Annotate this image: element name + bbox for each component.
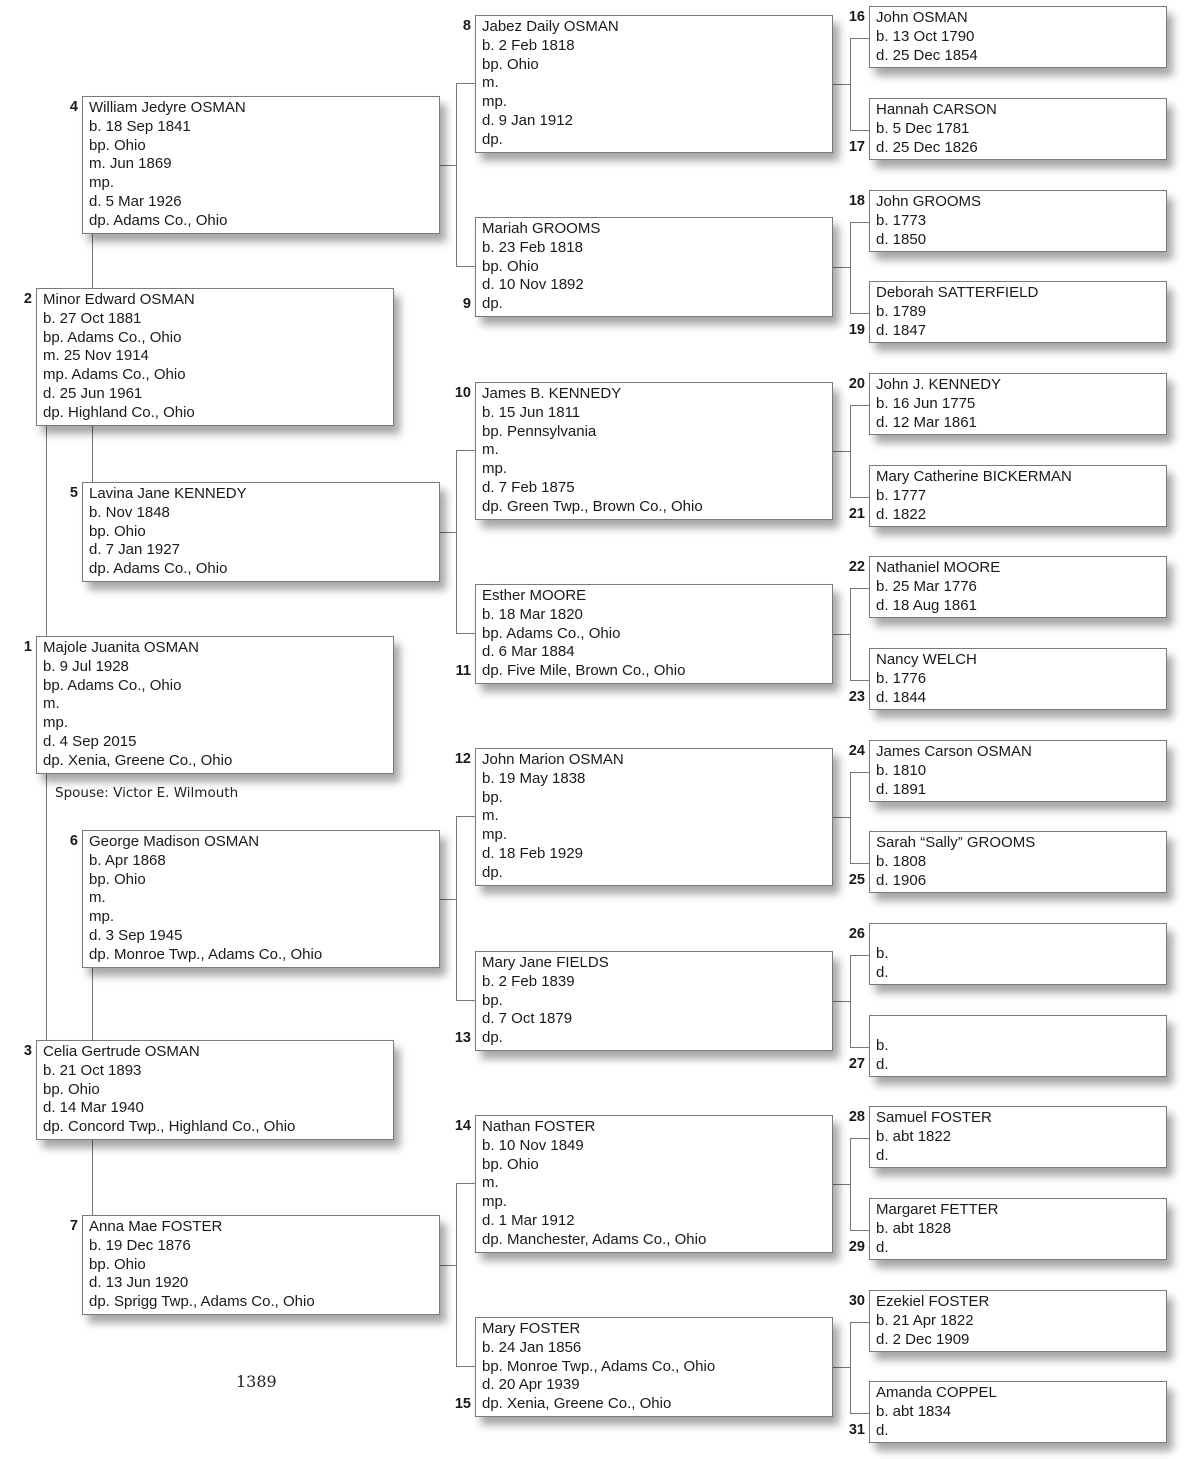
person-box-23[interactable] bbox=[869, 648, 1167, 710]
spouse-note: Spouse: Victor E. Wilmouth bbox=[55, 785, 239, 801]
person-box-22[interactable] bbox=[869, 556, 1167, 618]
person-detail: dp. Sprigg Twp., Adams Co., Ohio bbox=[89, 1293, 315, 1311]
connector-line bbox=[850, 130, 869, 131]
person-box-2[interactable] bbox=[36, 288, 394, 426]
connector-line bbox=[850, 680, 869, 681]
person-detail: b. Nov 1848 bbox=[89, 503, 170, 521]
person-detail: d. 18 Aug 1861 bbox=[876, 596, 977, 614]
person-box-24[interactable] bbox=[869, 740, 1167, 802]
person-detail: b. 25 Mar 1776 bbox=[876, 577, 977, 595]
ahnentafel-number: 22 bbox=[848, 559, 865, 575]
person-name: John OSMAN bbox=[876, 9, 968, 26]
page-number: 1389 bbox=[236, 1372, 277, 1391]
person-detail: bp. Ohio bbox=[89, 870, 146, 888]
person-name: Jabez Daily OSMAN bbox=[482, 18, 619, 35]
person-name: Anna Mae FOSTER bbox=[89, 1218, 223, 1235]
connector-line bbox=[850, 955, 869, 956]
person-detail: mp. bbox=[89, 174, 115, 192]
person-detail: b. abt 1834 bbox=[876, 1402, 952, 1420]
connector-line bbox=[92, 233, 93, 288]
person-detail: b. 19 May 1838 bbox=[482, 769, 586, 787]
connector-line bbox=[456, 1183, 475, 1184]
person-detail: dp. bbox=[482, 295, 503, 313]
connector-line bbox=[850, 1322, 869, 1323]
person-box-14[interactable] bbox=[475, 1115, 833, 1253]
person-detail: d. 7 Oct 1879 bbox=[482, 1010, 573, 1028]
person-detail: d. 1844 bbox=[876, 688, 927, 706]
person-detail: d. 9 Jan 1912 bbox=[482, 111, 573, 129]
connector-line bbox=[850, 588, 851, 680]
connector-line bbox=[850, 405, 869, 406]
person-box-27[interactable] bbox=[869, 1015, 1167, 1077]
person-detail: dp. bbox=[482, 130, 503, 148]
person-detail: bp. Adams Co., Ohio bbox=[43, 676, 182, 694]
person-box-25[interactable] bbox=[869, 831, 1167, 893]
person-box-10[interactable] bbox=[475, 382, 833, 520]
person-name: William Jedyre OSMAN bbox=[89, 99, 246, 116]
person-name: Margaret FETTER bbox=[876, 1201, 999, 1218]
person-detail: b. 1776 bbox=[876, 669, 927, 687]
connector-line bbox=[92, 967, 93, 1040]
person-detail: dp. Xenia, Greene Co., Ohio bbox=[482, 1395, 672, 1413]
person-detail: m. bbox=[482, 807, 499, 825]
connector-line bbox=[92, 1139, 93, 1215]
connector-line bbox=[440, 165, 456, 166]
person-detail: b. 2 Feb 1818 bbox=[482, 36, 575, 54]
connector-line bbox=[833, 1367, 850, 1368]
person-detail: b. 13 Oct 1790 bbox=[876, 27, 975, 45]
person-box-21[interactable] bbox=[869, 465, 1167, 527]
person-name: Nathaniel MOORE bbox=[876, 559, 1001, 576]
ahnentafel-number: 6 bbox=[69, 833, 78, 849]
person-name: Mary Catherine BICKERMAN bbox=[876, 468, 1072, 485]
person-detail: d. 13 Jun 1920 bbox=[89, 1274, 189, 1292]
person-box-11[interactable] bbox=[475, 584, 833, 684]
person-detail: b. 1777 bbox=[876, 486, 927, 504]
person-detail: b. bbox=[876, 1036, 889, 1054]
person-detail: bp. Ohio bbox=[482, 1155, 539, 1173]
person-name bbox=[876, 926, 1166, 945]
ahnentafel-number: 19 bbox=[848, 322, 865, 338]
connector-line bbox=[456, 83, 457, 266]
person-detail: d. 1906 bbox=[876, 871, 927, 889]
person-detail: bp. bbox=[482, 991, 503, 1009]
person-name: Sarah “Sally” GROOMS bbox=[876, 834, 1036, 851]
person-detail: dp. bbox=[482, 1029, 503, 1047]
connector-line bbox=[850, 1138, 869, 1139]
person-detail: bp. Monroe Twp., Adams Co., Ohio bbox=[482, 1357, 716, 1375]
person-detail: dp. Monroe Twp., Adams Co., Ohio bbox=[89, 945, 323, 963]
person-name: Ezekiel FOSTER bbox=[876, 1293, 990, 1310]
connector-line bbox=[833, 451, 850, 452]
person-box-5[interactable] bbox=[82, 482, 440, 582]
person-box-16[interactable] bbox=[869, 6, 1167, 68]
person-detail: d. 10 Nov 1892 bbox=[482, 276, 584, 294]
ahnentafel-number: 12 bbox=[454, 751, 471, 767]
connector-line bbox=[456, 266, 475, 267]
connector-line bbox=[850, 772, 869, 773]
person-detail: dp. Concord Twp., Highland Co., Ohio bbox=[43, 1118, 296, 1136]
person-detail: d. bbox=[876, 1421, 889, 1439]
person-box-1[interactable] bbox=[36, 636, 394, 774]
connector-line bbox=[456, 633, 475, 634]
person-detail: b. 24 Jan 1856 bbox=[482, 1338, 582, 1356]
person-detail: b. 18 Sep 1841 bbox=[89, 117, 191, 135]
person-box-15[interactable] bbox=[475, 1317, 833, 1417]
connector-line bbox=[850, 955, 851, 1047]
ahnentafel-number: 10 bbox=[454, 385, 471, 401]
person-detail: d. 18 Feb 1929 bbox=[482, 844, 583, 862]
person-detail: mp. bbox=[482, 93, 508, 111]
ahnentafel-number: 8 bbox=[462, 18, 471, 34]
ahnentafel-number: 13 bbox=[454, 1030, 471, 1046]
person-name: Nathan FOSTER bbox=[482, 1118, 596, 1135]
person-detail: mp. bbox=[43, 714, 69, 732]
ahnentafel-number: 15 bbox=[454, 1396, 471, 1412]
person-box-19[interactable] bbox=[869, 281, 1167, 343]
ahnentafel-number: 25 bbox=[848, 872, 865, 888]
person-box-7[interactable] bbox=[82, 1215, 440, 1315]
ahnentafel-number: 31 bbox=[848, 1422, 865, 1438]
person-detail: d. 1847 bbox=[876, 321, 927, 339]
person-detail: m. 25 Nov 1914 bbox=[43, 347, 149, 365]
connector-line bbox=[92, 425, 93, 482]
person-detail: d. 7 Jan 1927 bbox=[89, 541, 180, 559]
person-name: Minor Edward OSMAN bbox=[43, 291, 195, 308]
person-detail: b. 9 Jul 1928 bbox=[43, 657, 129, 675]
connector-line bbox=[456, 450, 475, 451]
person-detail: b. 2 Feb 1839 bbox=[482, 972, 575, 990]
person-detail: b. bbox=[876, 944, 889, 962]
person-detail: d. 1850 bbox=[876, 230, 927, 248]
ahnentafel-number: 1 bbox=[23, 639, 32, 655]
person-name: Amanda COPPEL bbox=[876, 1384, 997, 1401]
person-detail: m. bbox=[89, 889, 106, 907]
ahnentafel-number: 28 bbox=[848, 1109, 865, 1125]
ahnentafel-number: 26 bbox=[848, 926, 865, 942]
person-box-30[interactable] bbox=[869, 1290, 1167, 1352]
person-detail: d. 12 Mar 1861 bbox=[876, 413, 977, 431]
person-name: Esther MOORE bbox=[482, 587, 587, 604]
connector-line bbox=[456, 816, 475, 817]
person-detail: d. 5 Mar 1926 bbox=[89, 192, 182, 210]
connector-line bbox=[850, 1413, 869, 1414]
person-detail: b. 1789 bbox=[876, 302, 927, 320]
connector-line bbox=[850, 38, 869, 39]
connector-line bbox=[850, 222, 851, 313]
person-detail: bp. Pennsylvania bbox=[482, 422, 597, 440]
connector-line bbox=[833, 634, 850, 635]
connector-line bbox=[850, 863, 869, 864]
person-detail: m. bbox=[482, 74, 499, 92]
person-box-29[interactable] bbox=[869, 1198, 1167, 1260]
connector-line bbox=[850, 313, 869, 314]
ahnentafel-number: 9 bbox=[462, 296, 471, 312]
person-detail: d. bbox=[876, 1146, 889, 1164]
person-detail: d. bbox=[876, 1055, 889, 1073]
person-detail: bp. Adams Co., Ohio bbox=[43, 328, 182, 346]
person-box-18[interactable] bbox=[869, 190, 1167, 252]
person-detail: m. Jun 1869 bbox=[89, 155, 172, 173]
person-detail: dp. Highland Co., Ohio bbox=[43, 403, 195, 421]
person-detail: d. 7 Feb 1875 bbox=[482, 478, 575, 496]
person-detail: d. 1 Mar 1912 bbox=[482, 1211, 575, 1229]
person-detail: dp. Adams Co., Ohio bbox=[89, 560, 228, 578]
connector-line bbox=[456, 816, 457, 1000]
ahnentafel-number: 24 bbox=[848, 743, 865, 759]
ahnentafel-number: 5 bbox=[69, 485, 78, 501]
connector-line bbox=[440, 1265, 456, 1266]
ahnentafel-number: 14 bbox=[454, 1118, 471, 1134]
person-detail: bp. bbox=[482, 788, 503, 806]
person-box-3[interactable] bbox=[36, 1040, 394, 1140]
connector-line bbox=[456, 83, 475, 84]
connector-line bbox=[850, 772, 851, 863]
ahnentafel-number: 18 bbox=[848, 193, 865, 209]
connector-line bbox=[456, 450, 457, 633]
person-detail: mp. bbox=[482, 460, 508, 478]
connector-line bbox=[850, 1322, 851, 1413]
person-box-28[interactable] bbox=[869, 1106, 1167, 1168]
ahnentafel-number: 16 bbox=[848, 9, 865, 25]
person-detail: d. bbox=[876, 1238, 889, 1256]
person-detail: dp. Five Mile, Brown Co., Ohio bbox=[482, 662, 686, 680]
person-box-6[interactable] bbox=[82, 830, 440, 968]
person-detail: b. 1773 bbox=[876, 211, 927, 229]
connector-line bbox=[833, 1184, 850, 1185]
person-detail: mp. Adams Co., Ohio bbox=[43, 366, 186, 384]
person-detail: mp. bbox=[482, 826, 508, 844]
person-detail: b. 23 Feb 1818 bbox=[482, 238, 583, 256]
person-name: Mariah GROOMS bbox=[482, 220, 601, 237]
person-detail: bp. Ohio bbox=[89, 522, 146, 540]
person-detail: dp. bbox=[482, 863, 503, 881]
person-name: John J. KENNEDY bbox=[876, 376, 1002, 393]
ahnentafel-number: 7 bbox=[69, 1218, 78, 1234]
person-name: James Carson OSMAN bbox=[876, 743, 1032, 760]
person-detail: bp. Ohio bbox=[482, 55, 539, 73]
connector-line bbox=[850, 1138, 851, 1230]
person-detail: b. 15 Jun 1811 bbox=[482, 403, 581, 421]
person-detail: b. 10 Nov 1849 bbox=[482, 1136, 584, 1154]
person-detail: d. bbox=[876, 963, 889, 981]
person-box-26[interactable] bbox=[869, 923, 1167, 985]
ahnentafel-number: 11 bbox=[455, 663, 471, 679]
ahnentafel-number: 3 bbox=[23, 1043, 32, 1059]
person-name: John GROOMS bbox=[876, 193, 982, 210]
person-detail: d. 4 Sep 2015 bbox=[43, 732, 137, 750]
person-name: Lavina Jane KENNEDY bbox=[89, 485, 247, 502]
person-name: George Madison OSMAN bbox=[89, 833, 260, 850]
ahnentafel-number: 23 bbox=[848, 689, 865, 705]
person-name: Hannah CARSON bbox=[876, 101, 997, 118]
connector-line bbox=[833, 1001, 850, 1002]
person-detail: bp. Adams Co., Ohio bbox=[482, 624, 621, 642]
person-detail: bp. Ohio bbox=[89, 1255, 146, 1273]
person-detail: b. abt 1828 bbox=[876, 1219, 952, 1237]
person-detail: b. 16 Jun 1775 bbox=[876, 394, 976, 412]
connector-line bbox=[456, 1366, 475, 1367]
person-detail: b. 21 Apr 1822 bbox=[876, 1311, 974, 1329]
person-detail: d. 1891 bbox=[876, 780, 927, 798]
person-detail: mp. bbox=[89, 908, 115, 926]
person-box-4[interactable] bbox=[82, 96, 440, 234]
person-detail: b. 5 Dec 1781 bbox=[876, 119, 970, 137]
connector-line bbox=[456, 1183, 457, 1366]
person-name: Mary FOSTER bbox=[482, 1320, 581, 1337]
person-detail: m. bbox=[43, 695, 60, 713]
connector-line bbox=[850, 405, 851, 497]
person-detail: m. bbox=[482, 1174, 499, 1192]
person-name: James B. KENNEDY bbox=[482, 385, 622, 402]
person-detail: b. 21 Oct 1893 bbox=[43, 1061, 142, 1079]
connector-line bbox=[833, 817, 850, 818]
person-box-20[interactable] bbox=[869, 373, 1167, 435]
connector-line bbox=[833, 267, 850, 268]
person-detail: dp. Manchester, Adams Co., Ohio bbox=[482, 1230, 707, 1248]
person-detail: bp. Ohio bbox=[43, 1080, 100, 1098]
ahnentafel-number: 21 bbox=[848, 506, 865, 522]
person-name: Deborah SATTERFIELD bbox=[876, 284, 1039, 301]
person-name: John Marion OSMAN bbox=[482, 751, 624, 768]
person-detail: b. 1808 bbox=[876, 852, 927, 870]
ahnentafel-number: 2 bbox=[23, 291, 32, 307]
connector-line bbox=[850, 497, 869, 498]
person-detail: d. 1822 bbox=[876, 505, 927, 523]
ahnentafel-number: 20 bbox=[848, 376, 865, 392]
person-detail: b. Apr 1868 bbox=[89, 851, 166, 869]
person-box-9[interactable] bbox=[475, 217, 833, 317]
ahnentafel-number: 17 bbox=[848, 139, 865, 155]
ahnentafel-number: 29 bbox=[848, 1239, 865, 1255]
person-detail: d. 25 Dec 1854 bbox=[876, 46, 978, 64]
person-detail: b. 1810 bbox=[876, 761, 927, 779]
person-name bbox=[876, 1018, 1166, 1037]
person-detail: d. 20 Apr 1939 bbox=[482, 1376, 580, 1394]
person-detail: bp. Ohio bbox=[482, 257, 539, 275]
person-detail: d. 6 Mar 1884 bbox=[482, 643, 575, 661]
connector-line bbox=[850, 38, 851, 130]
person-name: Samuel FOSTER bbox=[876, 1109, 992, 1126]
ahnentafel-number: 30 bbox=[848, 1293, 865, 1309]
person-detail: b. 19 Dec 1876 bbox=[89, 1236, 191, 1254]
person-box-12[interactable] bbox=[475, 748, 833, 886]
ahnentafel-number: 27 bbox=[848, 1056, 865, 1072]
person-name: Majole Juanita OSMAN bbox=[43, 639, 199, 656]
person-box-13[interactable] bbox=[475, 951, 833, 1051]
person-detail: d. 25 Jun 1961 bbox=[43, 384, 143, 402]
connector-line bbox=[850, 222, 869, 223]
person-detail: dp. Xenia, Greene Co., Ohio bbox=[43, 751, 233, 769]
person-detail: d. 14 Mar 1940 bbox=[43, 1099, 144, 1117]
person-detail: d. 2 Dec 1909 bbox=[876, 1330, 970, 1348]
person-name: Celia Gertrude OSMAN bbox=[43, 1043, 200, 1060]
person-box-8[interactable] bbox=[475, 15, 833, 153]
connector-line bbox=[833, 84, 850, 85]
person-detail: d. 3 Sep 1945 bbox=[89, 926, 183, 944]
connector-line bbox=[850, 588, 869, 589]
person-box-17[interactable] bbox=[869, 98, 1167, 160]
person-detail: mp. bbox=[482, 1193, 508, 1211]
connector-line bbox=[850, 1230, 869, 1231]
person-box-31[interactable] bbox=[869, 1381, 1167, 1443]
person-detail: dp. Adams Co., Ohio bbox=[89, 211, 228, 229]
person-detail: b. abt 1822 bbox=[876, 1127, 952, 1145]
person-detail: m. bbox=[482, 441, 499, 459]
person-name: Nancy WELCH bbox=[876, 651, 977, 668]
person-name: Mary Jane FIELDS bbox=[482, 954, 609, 971]
person-detail: d. 25 Dec 1826 bbox=[876, 138, 978, 156]
connector-line bbox=[440, 532, 456, 533]
person-detail: dp. Green Twp., Brown Co., Ohio bbox=[482, 497, 703, 515]
connector-line bbox=[456, 1000, 475, 1001]
connector-line bbox=[440, 899, 456, 900]
person-detail: b. 27 Oct 1881 bbox=[43, 309, 142, 327]
person-detail: bp. Ohio bbox=[89, 136, 146, 154]
person-detail: b. 18 Mar 1820 bbox=[482, 605, 583, 623]
ahnentafel-number: 4 bbox=[69, 99, 78, 115]
connector-line bbox=[850, 1047, 869, 1048]
